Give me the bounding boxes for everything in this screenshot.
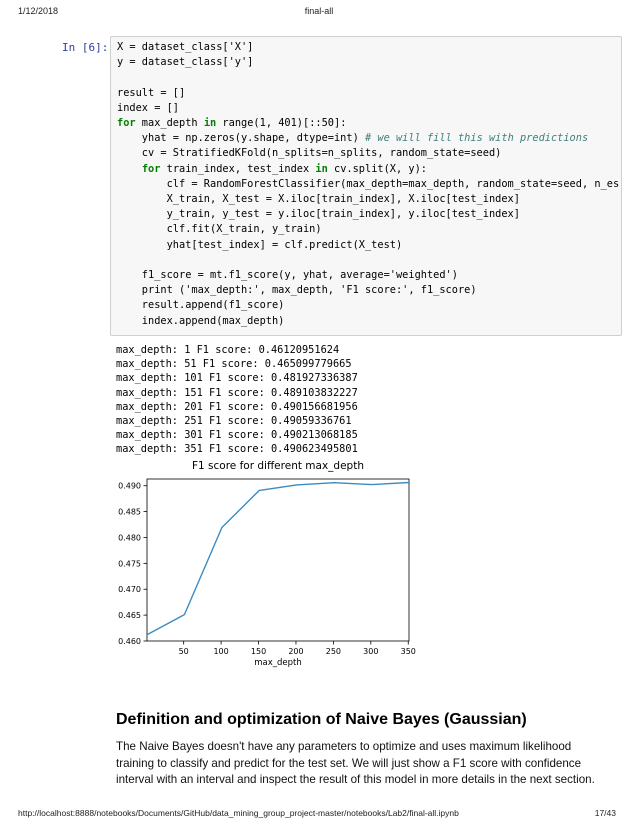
code-line: [117, 284, 477, 296]
y-tick-label: 0.470: [118, 585, 141, 595]
output-line: max_depth: 301 F1 score: 0.490213068185: [116, 429, 358, 442]
x-tick-label: 250: [325, 647, 342, 656]
x-tick-label: 100: [213, 647, 229, 656]
code-token: cv = StratifiedKFold(n_splits=n_splits, random_state=seed): [117, 147, 502, 160]
code-token: f1_score = mt.f1_score(y, yhat, average='weighted'): [117, 269, 458, 282]
code-token: X_train, X_test = X.iloc[train_index], X.iloc[test_index]: [117, 193, 520, 206]
output-line: max_depth: 351 F1 score: 0.490623495801: [116, 443, 358, 456]
code-keyword: in: [203, 117, 217, 130]
section-paragraph: The Naive Bayes doesn't have any parameters to optimize and uses maximum likelihood training to classify and predict for the test set. We will just show a F1 score with confidence interval with an interval and inspect the result of this model in more details in the next section.: [116, 740, 595, 786]
output-line: max_depth: 51 F1 score: 0.465099779665: [116, 358, 352, 371]
code-keyword: for: [117, 117, 136, 130]
x-tick-label: 350: [400, 647, 416, 656]
output-line: max_depth: 101 F1 score: 0.481927336387: [116, 372, 358, 385]
code-token: cv.split(X, y):: [327, 162, 428, 175]
series-line-f1_score: [147, 483, 409, 635]
code-token: yhat = np.zeros(y.shape, dtype=int): [117, 132, 365, 145]
code-token: clf.fit(X_train, y_train): [117, 223, 322, 236]
code-keyword: for: [141, 162, 161, 175]
y-tick-label: 0.475: [118, 559, 141, 569]
code-line: [117, 223, 322, 235]
plot-frame: [147, 479, 409, 641]
code-token: result.append(f1_score): [117, 299, 285, 312]
code-line: [117, 299, 284, 311]
code-comment: # we will fill this with predictions: [364, 132, 589, 145]
output-line: max_depth: 1 F1 score: 0.46120951624: [116, 344, 340, 356]
code-token: max_depth: [135, 117, 204, 130]
code-line: [117, 178, 619, 190]
code-token: X = dataset_class['X']: [117, 41, 254, 53]
page-number: 17/43: [594, 808, 616, 818]
code-token: y = dataset_class['y']: [117, 56, 254, 69]
code-line: [117, 239, 402, 251]
code-line: [117, 132, 588, 144]
chart-title: F1 score for different max_depth: [191, 460, 365, 472]
code-editor[interactable]: [117, 40, 619, 336]
code-line: [117, 315, 284, 327]
code-token: range(1, 401)[::50]:: [216, 117, 347, 130]
code-cell[interactable]: [110, 36, 622, 336]
code-line: [117, 56, 253, 68]
x-axis-label: max_depth: [254, 658, 302, 668]
code-token: [117, 163, 142, 175]
code-line: [117, 87, 185, 99]
y-tick-label: 0.485: [118, 507, 141, 517]
code-line: [117, 269, 458, 281]
code-line: [117, 147, 501, 159]
output-line: max_depth: 201 F1 score: 0.490156681956: [116, 400, 358, 413]
code-line: [117, 117, 346, 129]
y-tick-label: 0.465: [118, 611, 141, 621]
f1-score-line-chart: [100, 455, 430, 675]
code-token: index.append(max_depth): [117, 314, 285, 327]
code-line: [117, 102, 179, 114]
code-token: clf = RandomForestClassifier(max_depth=max_depth, random_state=seed, n_es: [117, 177, 620, 190]
x-tick-label: 150: [250, 647, 267, 656]
cell-output: [116, 343, 358, 457]
code-token: y_train, y_test = y.iloc[train_index], y.iloc[test_index]: [117, 208, 520, 221]
print-url: http://localhost:8888/notebooks/Documents/GitHub/data_mining_group_project-master/notebooks/Lab2/final-all.ipynb: [18, 808, 459, 818]
x-tick-label: 300: [363, 647, 379, 656]
code-token: yhat[test_index] = clf.predict(X_test): [117, 238, 403, 251]
y-tick-label: 0.460: [118, 637, 141, 646]
print-title: final-all: [304, 6, 334, 16]
code-keyword: in: [315, 162, 328, 175]
output-line: max_depth: 151 F1 score: 0.489103832227: [116, 386, 358, 399]
code-token: result = []: [117, 86, 186, 99]
y-tick-label: 0.490: [118, 481, 141, 491]
input-prompt: In [6]:: [62, 41, 109, 54]
code-token: train_index, test_index: [160, 162, 316, 175]
y-tick-label: 0.480: [118, 533, 141, 543]
output-line: max_depth: 251 F1 score: 0.49059336761: [116, 415, 352, 428]
x-tick-label: 200: [288, 647, 304, 656]
code-line: [117, 208, 520, 220]
print-date: 1/12/2018: [18, 6, 59, 16]
code-line: [117, 163, 427, 175]
section-heading: Definition and optimization of Naive Bayes (Gaussian): [116, 711, 527, 728]
code-token: index = []: [117, 101, 179, 114]
code-line: [117, 193, 520, 205]
code-token: print ('max_depth:', max_depth, 'F1 score:', f1_score): [117, 284, 477, 297]
x-tick-label: 50: [178, 647, 189, 656]
code-line: [117, 41, 253, 53]
